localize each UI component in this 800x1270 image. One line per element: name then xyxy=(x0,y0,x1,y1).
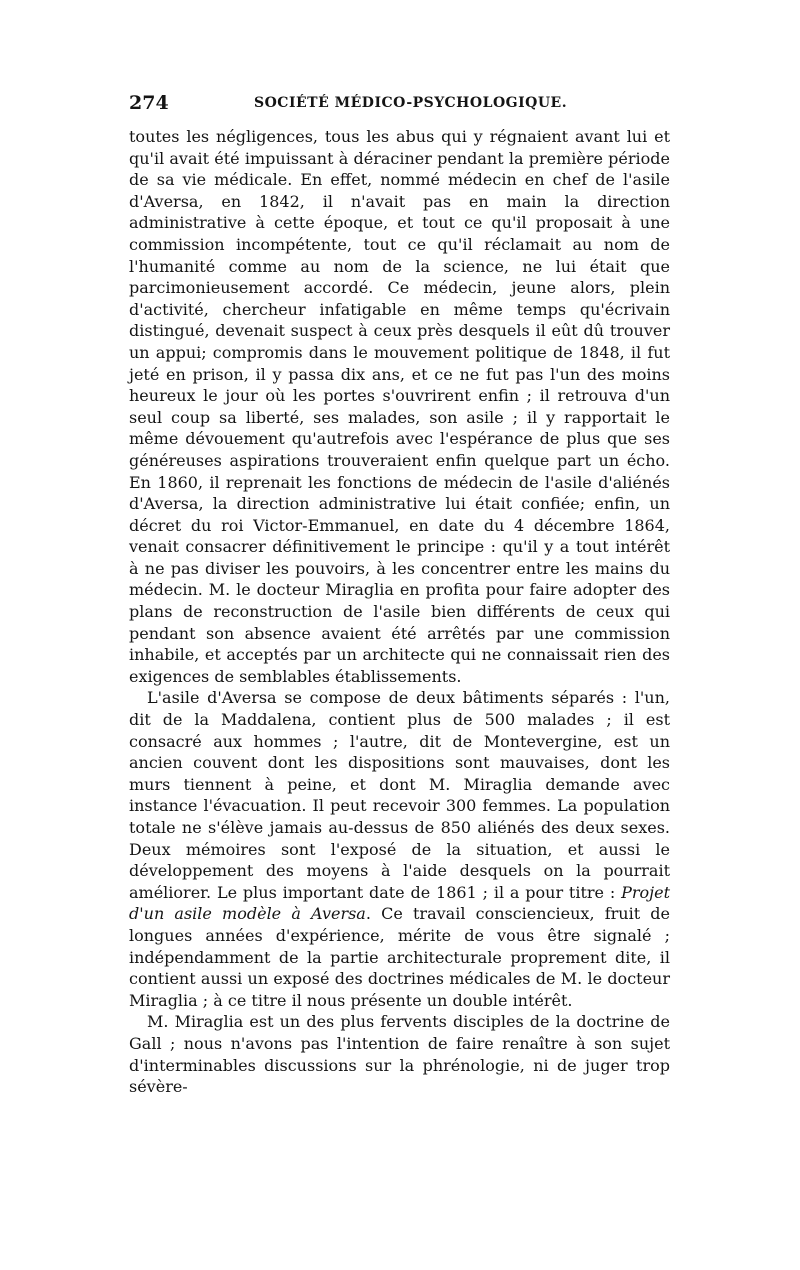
paragraph-2 xyxy=(129,687,670,1011)
paragraph-2-italic-title: Projet d'un asile modèle à Aversa xyxy=(129,882,670,924)
paragraph-3: M. Miraglia est un des plus fervents disciples de la doctrine de Gall ; nous n'avons pas l'intention de faire renaître à son sujet d'interminables discussions sur la phrénologie, ni de juger trop sévère- xyxy=(129,1012,670,1097)
running-head xyxy=(129,92,670,116)
paragraph-2-text-after: . Ce travail consciencieux, fruit de longues années d'expérience, mérite de vous être signalé ; indépendamment de la partie architecturale proprement dite, il contient aussi un exposé des doctrines médicales de M. le docteur Miraglia ; à ce titre il nous présente un double intérêt. xyxy=(129,904,671,1010)
journal-title: SOCIÉTÉ MÉDICO-PSYCHOLOGIQUE. xyxy=(254,95,568,111)
paragraph-2-text-before: L'asile d'Aversa se compose de deux bâtiments séparés : l'un, dit de la Maddalena, contient plus de 500 malades ; il est consacré aux hommes ; l'autre, dit de Montevergine, est un ancien couvent dont les dispositions sont mauvaises, dont les murs tiennent à peine, et dont M. Miraglia demande avec instance l'évacuation. Il peut recevoir 300 femmes. La population totale ne s'élève jamais au-dessus de 850 aliénés des deux sexes. Deux mémoires sont l'exposé de la situation, et aussi le développement des moyens à l'aide desquels on la pourrait améliorer. Le plus important date de 1861 ; il a pour titre : xyxy=(129,688,670,902)
paragraph-1: toutes les négligences, tous les abus qui y régnaient avant lui et qu'il avait été impuissant à déraciner pendant la première période de sa vie médicale. En effet, nommé médecin en chef de l'asile d'Aversa, en 1842, il n'avait pas en main la direction administrative à cette époque, et tout ce qu'il proposait à une commission incompétente, tout ce qu'il réclamait au nom de l'humanité comme au nom de la science, ne lui était que parcimonieusement accordé. Ce médecin, jeune alors, plein d'activité, chercheur infatigable en même temps qu'écrivain distingué, devenait suspect à ceux près desquels il eût dû trouver un appui; compromis dans le mouvement politique de 1848, il fut jeté en prison, il y passa dix ans, et ce ne fut pas l'un des moins heureux le jour où les portes s'ouvrirent enfin ; il retrouva d'un seul coup sa liberté, ses malades, son asile ; il y rapportait le même dévouement qu'autrefois avec l'espérance de plus que ses généreuses aspirations trouveraient enfin quelque part un écho. En 1860, il reprenait les fonctions de médecin de l'asile d'aliénés d'Aversa, la direction administrative lui était confiée; enfin, un décret du roi Victor-Emmanuel, en date du 4 décembre 1864, venait consacrer définitivement le principe : qu'il y a tout intérêt à ne pas diviser les pouvoirs, à les concentrer entre les mains du médecin. M. le docteur Miraglia en profita pour faire adopter des plans de reconstruction de l'asile bien différents de ceux qui pendant son absence avaient été arrêtés par une commission inhabile, et acceptés par un architecte qui ne connaissait rien des exigences de semblables établissements. xyxy=(129,127,670,686)
body-text xyxy=(129,126,670,1098)
page-number: 274 xyxy=(129,92,169,114)
